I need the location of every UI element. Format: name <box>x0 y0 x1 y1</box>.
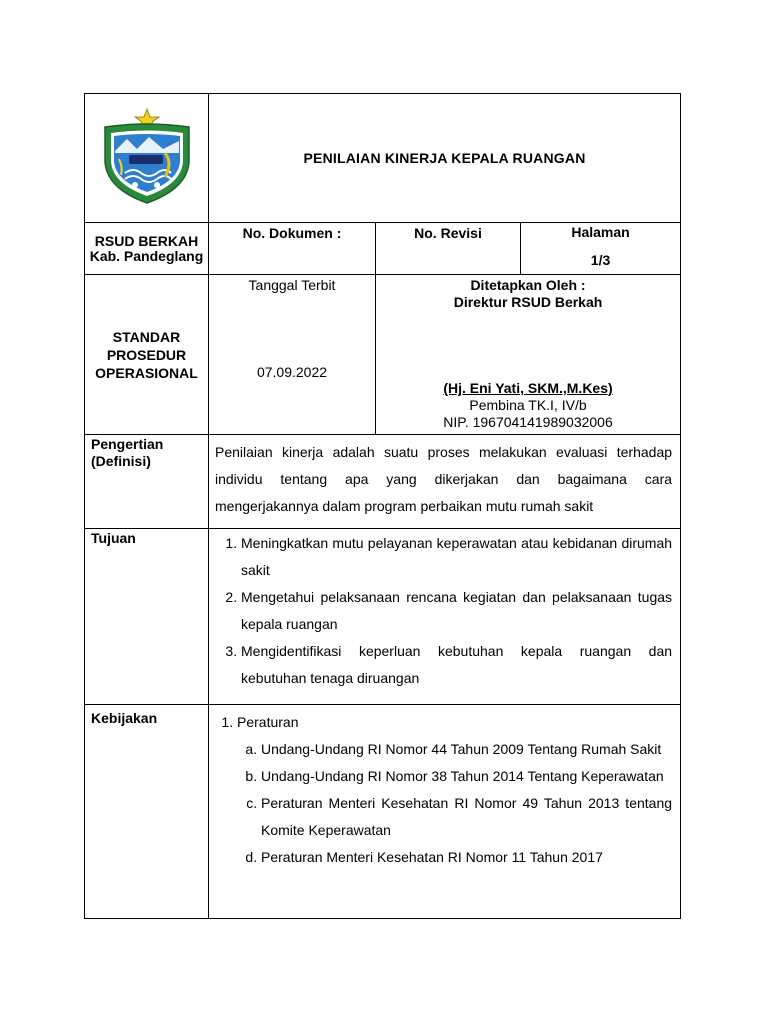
list-item <box>237 709 672 871</box>
no-dokumen-cell <box>209 223 376 275</box>
sop-table <box>84 93 681 919</box>
tujuan-list <box>215 530 672 692</box>
pengertian-label-cell <box>85 435 209 529</box>
list-item: c. Peraturan Menteri Kesehatan RI Nomor 49 Tahun 2013 tentang Komite Keperawatan <box>261 790 672 844</box>
kebijakan-sublist <box>237 736 672 871</box>
kebijakan-label: Kebijakan <box>91 710 158 726</box>
kebijakan-list <box>215 709 672 871</box>
pengertian-label-line1: Pengertian <box>91 436 164 452</box>
list-item: a. Undang-Undang RI Nomor 44 Tahun 2009 Tentang Rumah Sakit <box>261 736 672 763</box>
approval-nip: NIP. 196704141989032006 <box>443 414 613 430</box>
approval-cell <box>376 275 681 435</box>
issue-label: Tanggal Terbit <box>248 277 336 293</box>
tujuan-content <box>209 529 681 705</box>
page-title: PENILAIAN KINERJA KEPALA RUANGAN <box>209 94 681 223</box>
hospital-cell <box>85 223 209 275</box>
list-item: 3. Mengidentifikasi keperluan kebutuhan kepala ruangan dan kebutuhan tenaga diruangan <box>241 638 672 692</box>
list-item: 2. Mengetahui pelaksanaan rencana kegiatan dan pelaksanaan tugas kepala ruangan <box>241 584 672 638</box>
sop-label-cell <box>85 275 209 435</box>
kebijakan-item1: Peraturan <box>237 714 299 730</box>
no-dokumen-label: No. Dokumen : <box>242 225 342 241</box>
approval-rank: Pembina TK.I, IV/b <box>469 397 587 413</box>
kebijakan-label-cell <box>85 705 209 919</box>
halaman-value: 1/3 <box>590 252 611 268</box>
approval-by: Direktur RSUD Berkah <box>453 294 603 310</box>
approval-name: (Hj. Eni Yati, SKM.,M.Kes) <box>443 380 613 396</box>
sop-label-line3: OPERASIONAL <box>95 364 198 381</box>
pengertian-label-line2: (Definisi) <box>91 453 151 469</box>
issue-date: 07.09.2022 <box>256 364 328 380</box>
no-revisi-label: No. Revisi <box>414 225 482 241</box>
sop-label-line1: STANDAR <box>112 328 181 345</box>
pengertian-text: Penilaian kinerja adalah suatu proses melakukan evaluasi terhadap individu tentang apa yang dikerjakan dan bagaimana cara mengerjakannya dalam program perbaikan mutu rumah sakit <box>209 435 681 529</box>
no-revisi-cell <box>376 223 521 275</box>
tujuan-label-cell <box>85 529 209 705</box>
tujuan-label: Tujuan <box>91 530 136 546</box>
kebijakan-content <box>209 705 681 919</box>
regency-crest-icon <box>99 107 195 207</box>
list-item: 1. Meningkatkan mutu pelayanan keperawatan atau kebidanan dirumah sakit <box>241 530 672 584</box>
hospital-region: Kab. Pandeglang <box>89 247 204 264</box>
logo-cell <box>85 94 209 223</box>
approval-heading: Ditetapkan Oleh : <box>470 277 586 293</box>
sop-label-line2: PROSEDUR <box>106 346 187 363</box>
list-item: d. Peraturan Menteri Kesehatan RI Nomor 11 Tahun 2017 <box>261 844 672 871</box>
halaman-cell <box>521 223 681 275</box>
issue-cell <box>209 275 376 435</box>
list-item: b. Undang-Undang RI Nomor 38 Tahun 2014 Tentang Keperawatan <box>261 763 672 790</box>
hospital-name: RSUD BERKAH <box>94 232 199 249</box>
halaman-label: Halaman <box>571 224 630 240</box>
